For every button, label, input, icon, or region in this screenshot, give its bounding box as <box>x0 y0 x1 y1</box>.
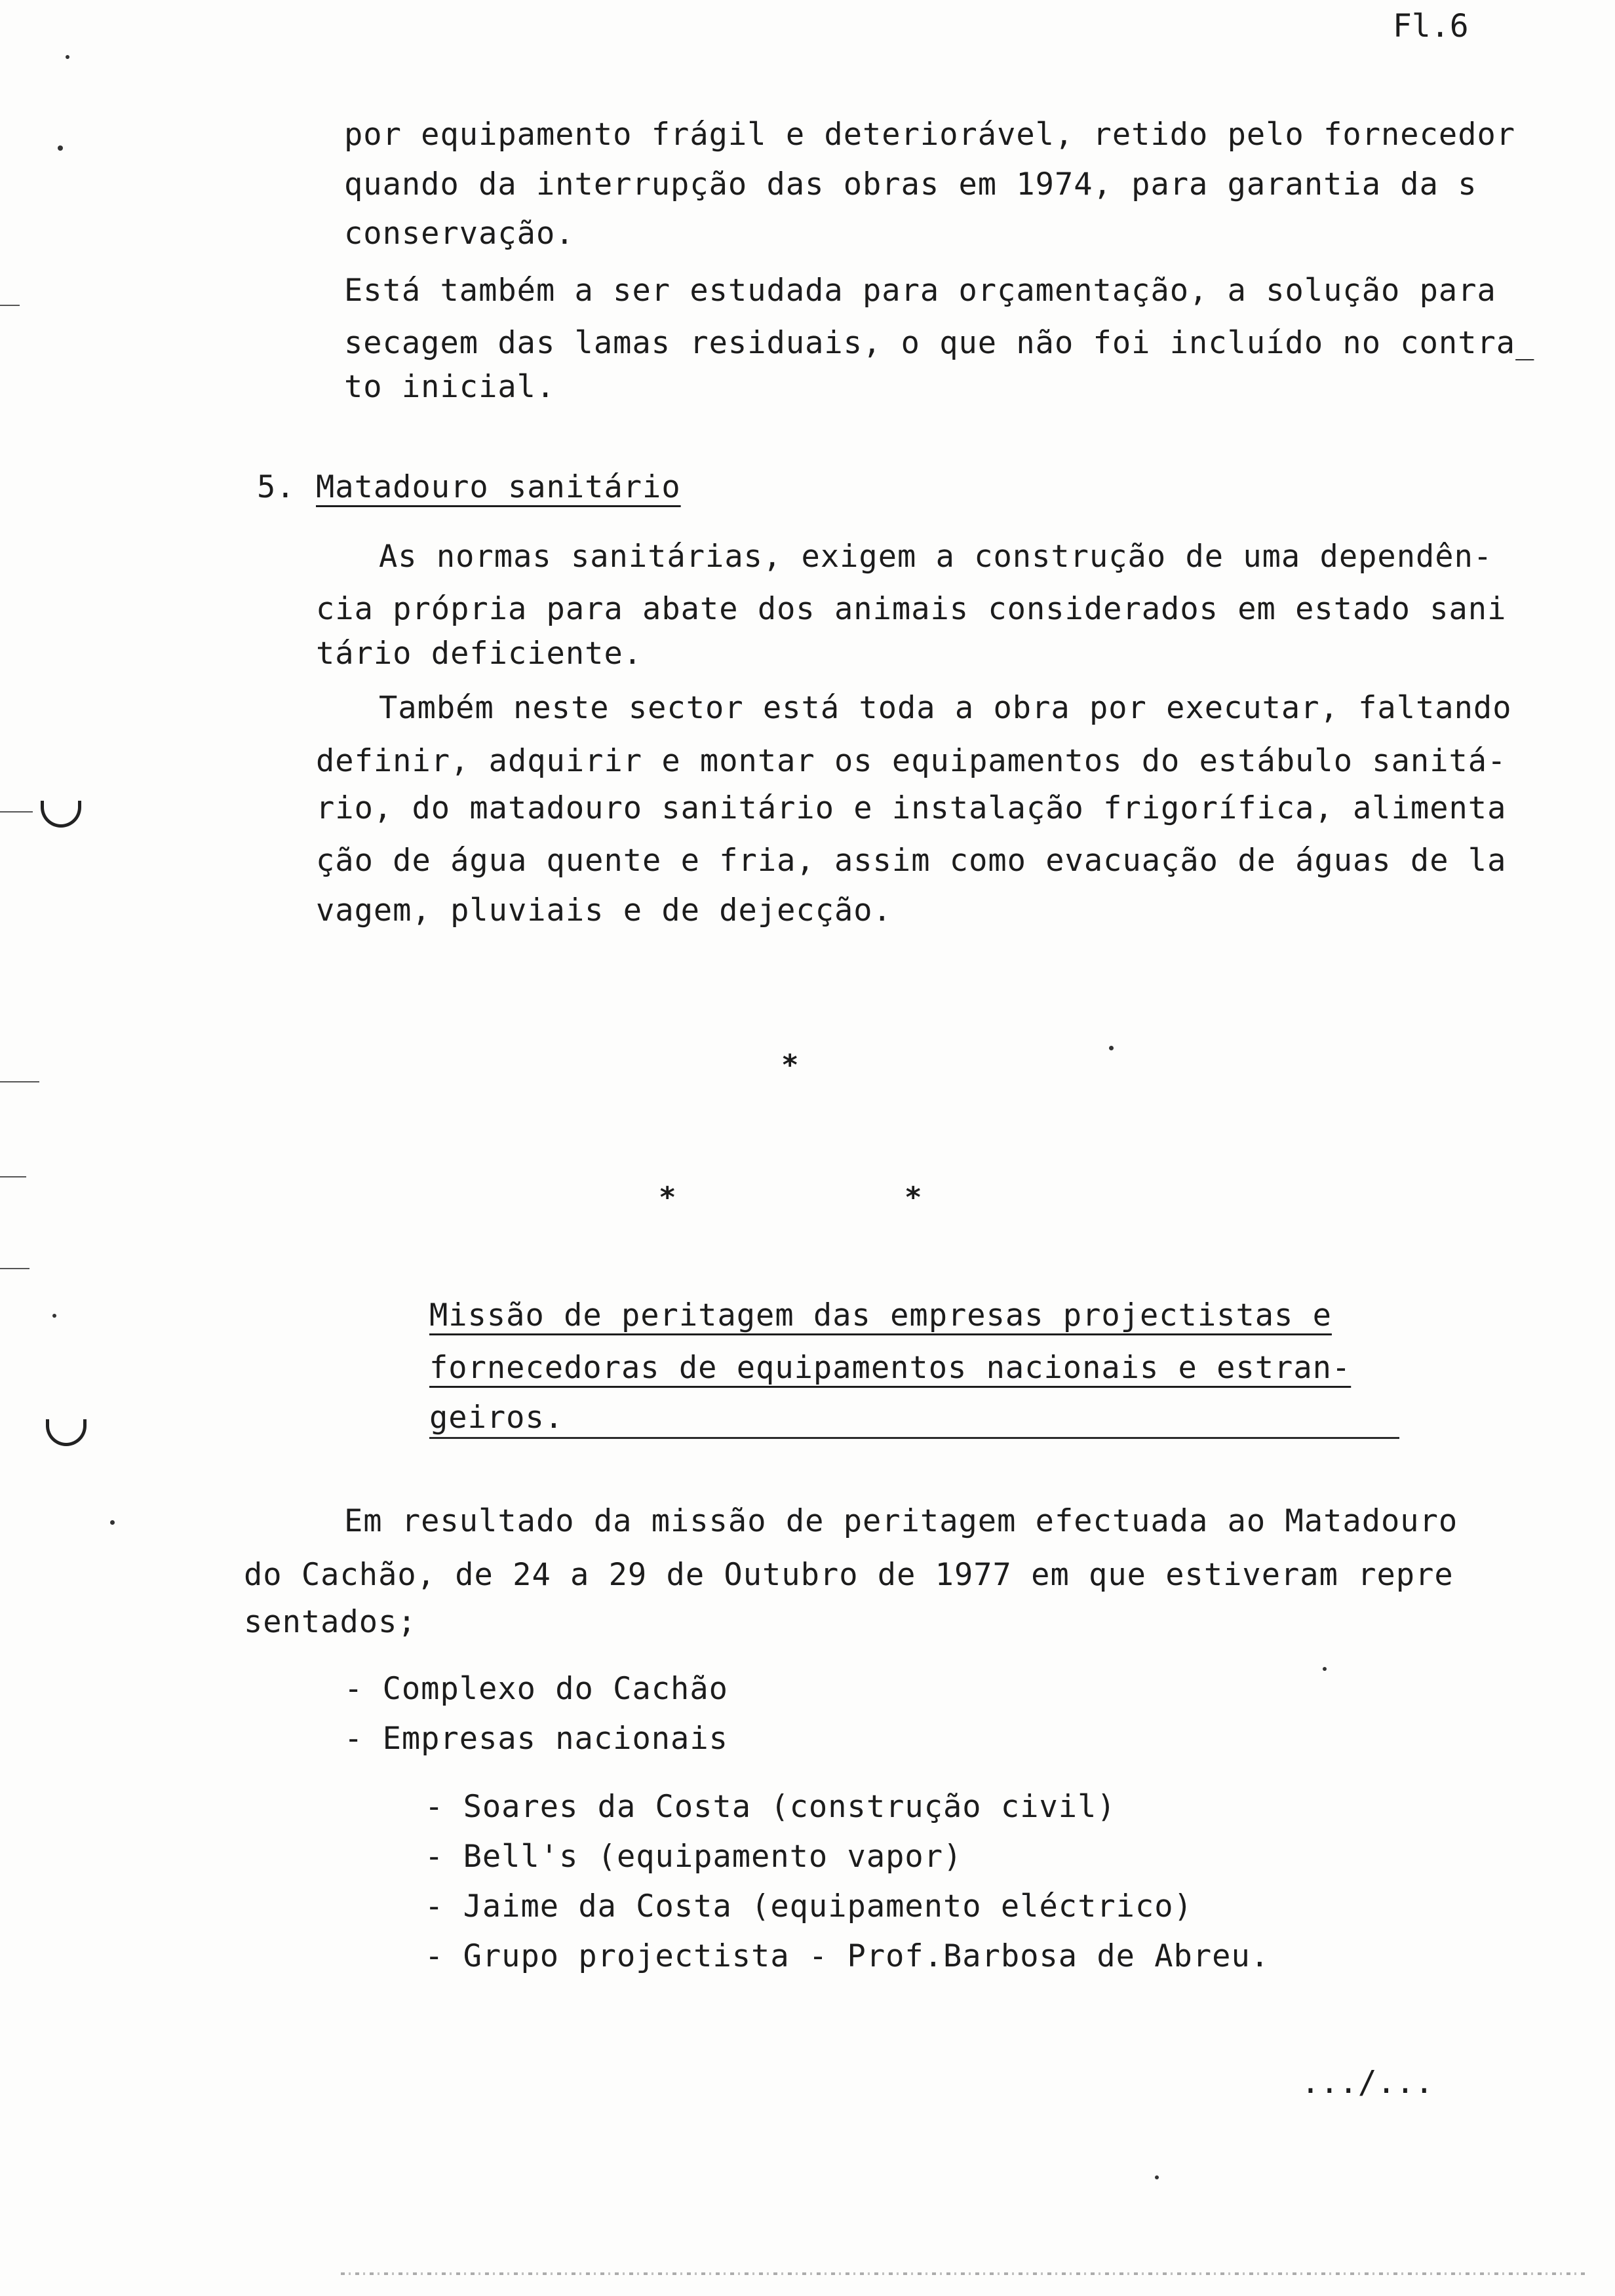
margin-hole-mark <box>46 1419 87 1446</box>
body-line: As normas sanitárias, exigem a construção de uma dependên- <box>379 539 1493 575</box>
body-line: por equipamento frágil e deteriorável, retido pelo fornecedor <box>344 117 1516 153</box>
section-heading: Matadouro sanitário <box>316 469 681 505</box>
margin-scratch <box>0 1268 29 1269</box>
scan-speck <box>1155 2175 1159 2179</box>
body-line: Em resultado da missão de peritagem efectuada ao Matadouro <box>344 1503 1458 1539</box>
mission-heading-rule <box>429 1437 1399 1439</box>
separator-asterisk: * <box>659 1181 676 1214</box>
separator-asterisk: * <box>905 1181 922 1214</box>
body-line: quando da interrupção das obras em 1974, para garantia da s <box>344 166 1477 202</box>
body-line: Está também a ser estudada para orçamentação, a solução para <box>344 273 1496 309</box>
scan-bottom-noise <box>341 2272 1586 2275</box>
body-line: ção de água quente e fria, assim como evacuação de águas de la <box>316 843 1507 879</box>
mission-heading-line: geiros. <box>429 1400 564 1436</box>
list-item: - Empresas nacionais <box>344 1721 728 1757</box>
sublist-item: - Jaime da Costa (equipamento eléctrico) <box>425 1888 1193 1924</box>
margin-scratch <box>0 305 20 306</box>
sublist-item: - Soares da Costa (construção civil) <box>425 1789 1116 1825</box>
mission-heading-line: Missão de peritagem das empresas projectistas e <box>429 1297 1332 1333</box>
sublist-item: - Bell's (equipamento vapor) <box>425 1839 963 1875</box>
scan-speck <box>1323 1667 1327 1671</box>
body-line: definir, adquirir e montar os equipamentos do estábulo sanitá- <box>316 743 1507 779</box>
body-line: conservação. <box>344 216 575 252</box>
mission-heading-line: fornecedoras de equipamentos nacionais e estran- <box>429 1350 1352 1386</box>
scan-speck <box>110 1520 115 1525</box>
scan-speck <box>52 1314 56 1318</box>
body-line: cia própria para abate dos animais considerados em estado sani <box>316 591 1507 627</box>
scan-speck <box>58 145 63 151</box>
sublist-item: - Grupo projectista - Prof.Barbosa de Abreu. <box>425 1938 1270 1974</box>
section-number: 5. <box>257 469 296 505</box>
body-line: do Cachão, de 24 a 29 de Outubro de 1977 em que estiveram repre <box>244 1557 1454 1593</box>
body-line: secagem das lamas residuais, o que não foi incluído no contra_ <box>344 325 1535 361</box>
body-line: Também neste sector está toda a obra por executar, faltando <box>379 690 1512 726</box>
separator-asterisk: * <box>781 1048 799 1082</box>
continuation-mark: .../... <box>1301 2064 1434 2101</box>
scan-speck <box>1109 1046 1114 1050</box>
margin-scratch <box>0 1176 26 1177</box>
scan-speck <box>66 55 69 59</box>
body-line: rio, do matadouro sanitário e instalação frigorífica, alimenta <box>316 790 1507 826</box>
margin-scratch <box>0 1081 39 1082</box>
body-line: vagem, pluviais e de dejecção. <box>316 892 892 928</box>
margin-hole-mark <box>41 801 81 828</box>
body-line: sentados; <box>244 1604 417 1640</box>
page-folio: Fl.6 <box>1393 8 1469 45</box>
body-line: tário deficiente. <box>316 636 643 672</box>
margin-scratch <box>0 811 33 813</box>
list-item: - Complexo do Cachão <box>344 1671 728 1707</box>
body-line: to inicial. <box>344 369 556 405</box>
